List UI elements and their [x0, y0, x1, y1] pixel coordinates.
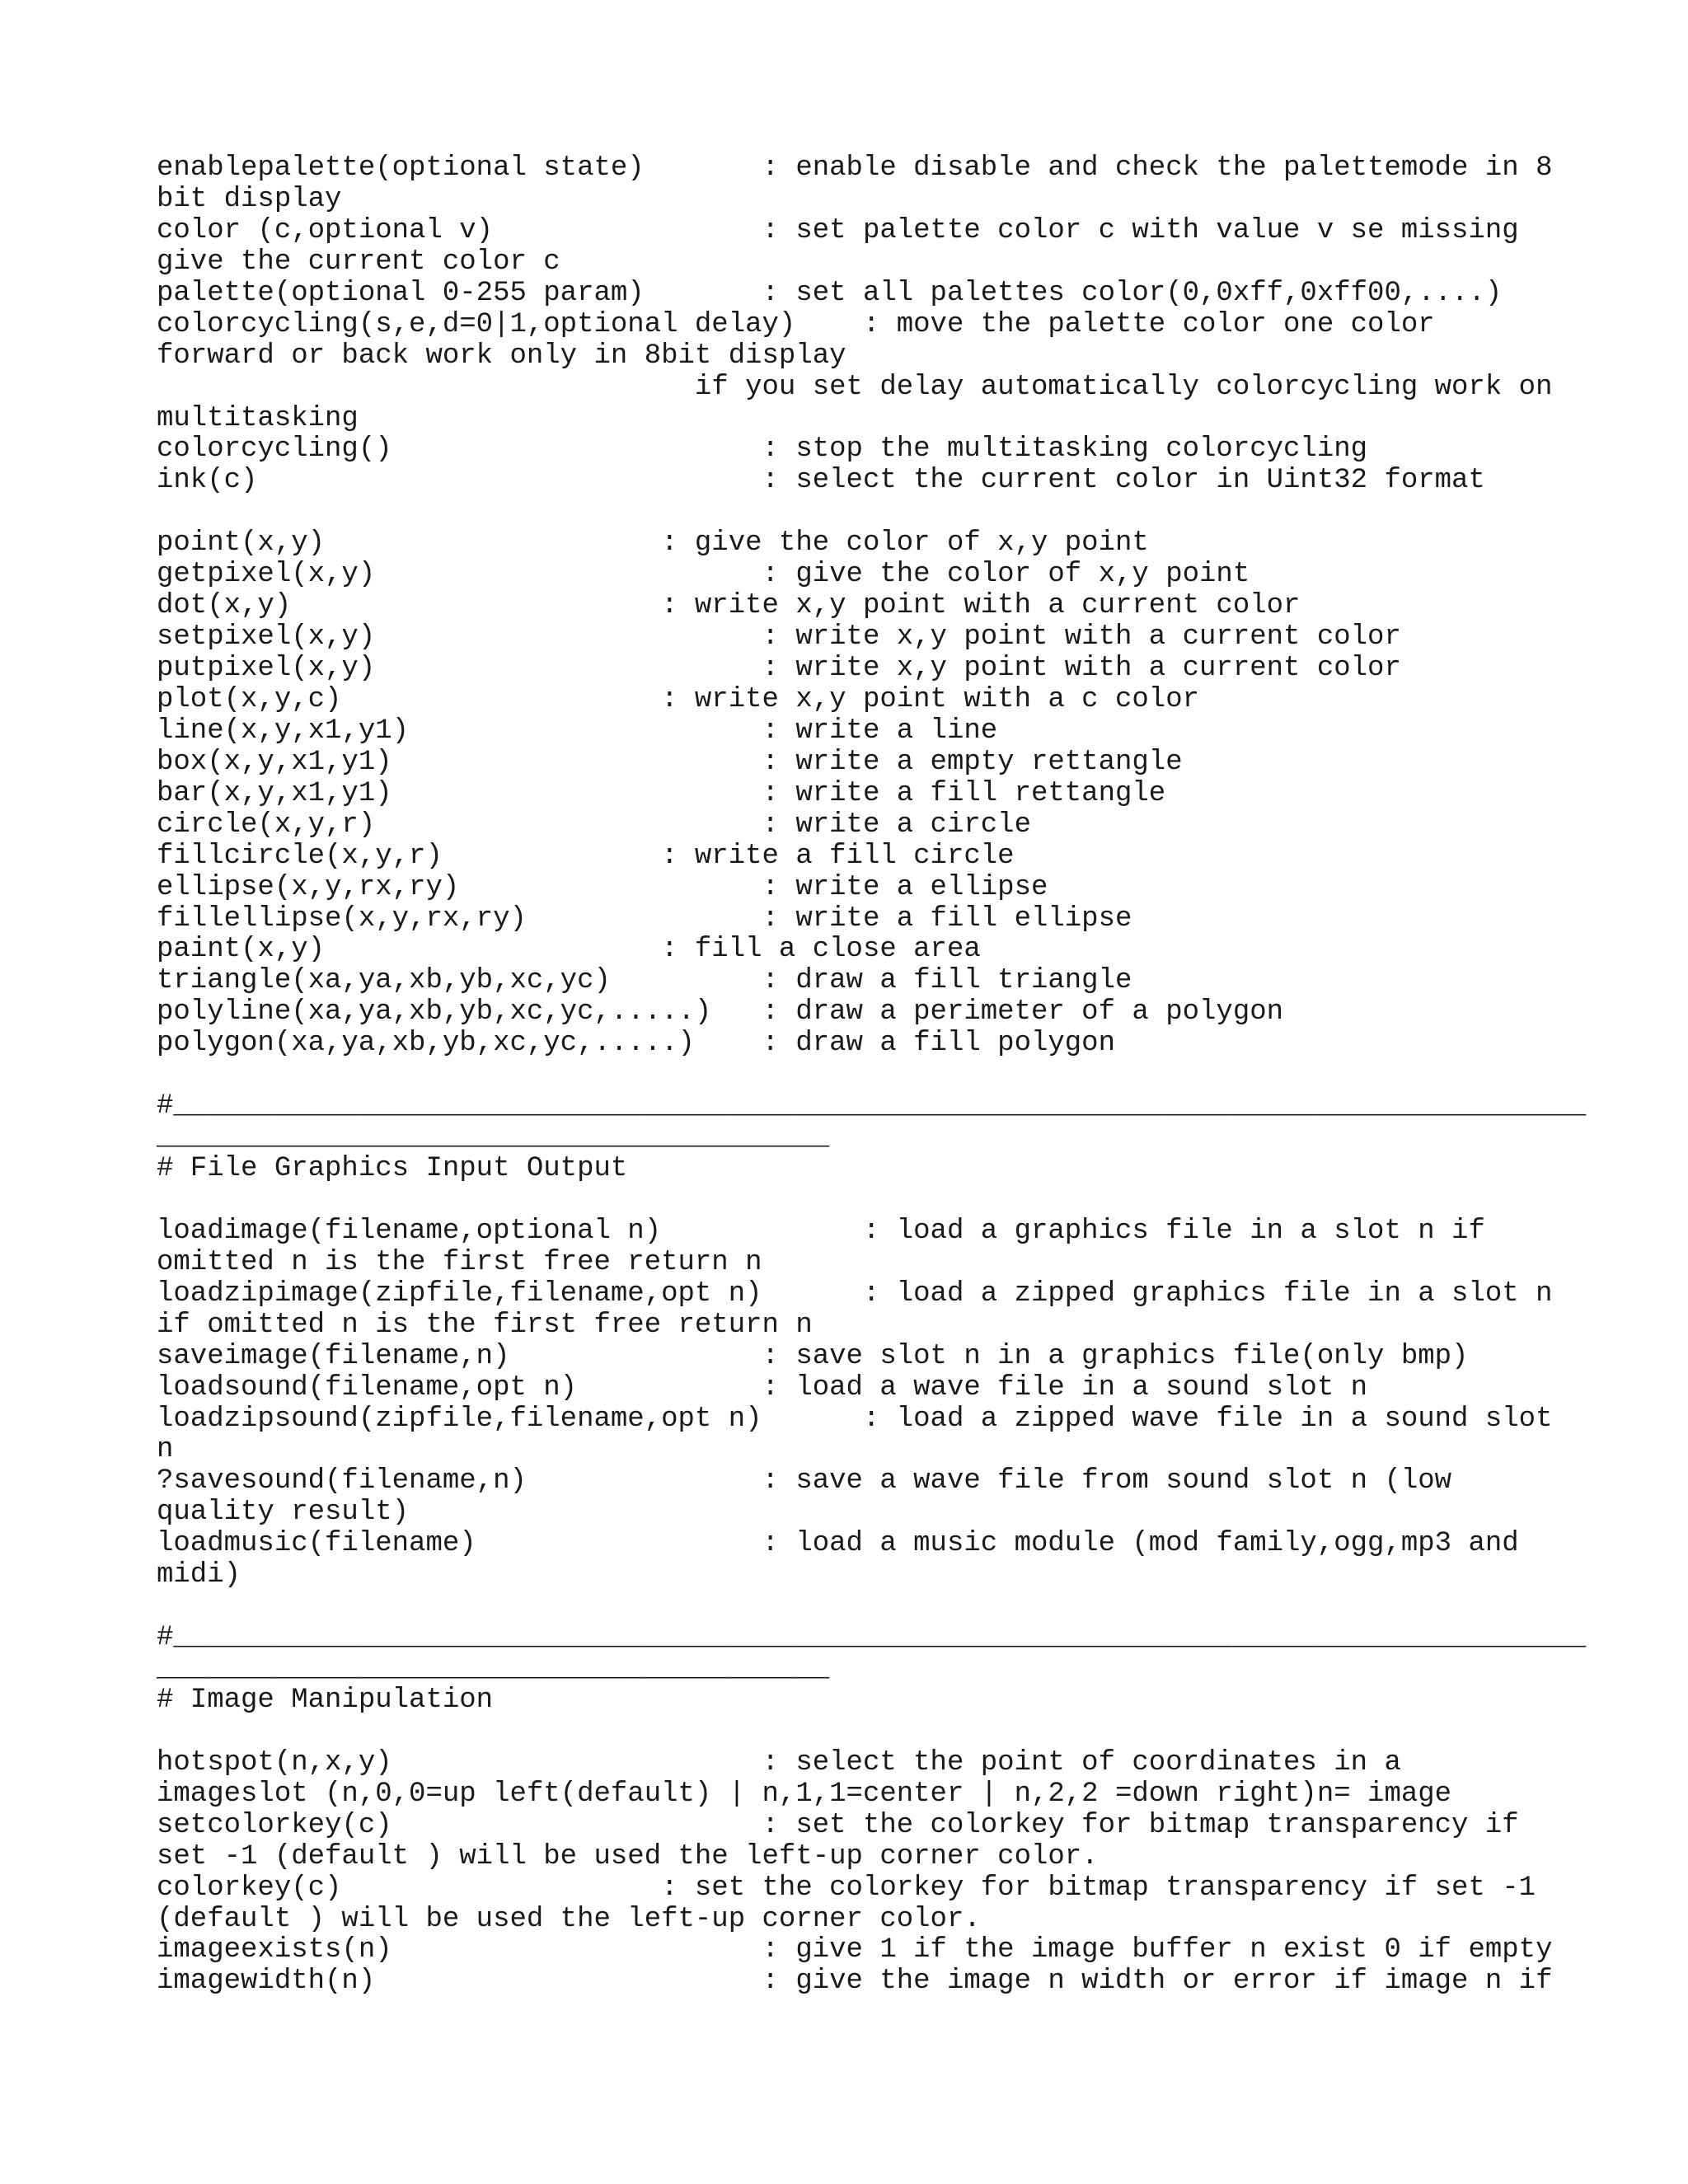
text-line: ink(c) : select the current color in Uint32 format	[157, 465, 1485, 497]
text-line: enablepalette(optional state) : enable disable and check the palettemode in 8	[157, 152, 1553, 184]
text-line: hotspot(n,x,y) : select the point of coordinates in a	[157, 1746, 1401, 1779]
text-line: putpixel(x,y) : write x,y point with a current color	[157, 653, 1401, 684]
text-line: saveimage(filename,n) : save slot n in a graphics file(only bmp)	[157, 1340, 1469, 1372]
text-line: fillcircle(x,y,r) : write a fill circle	[157, 840, 1015, 872]
blank-line	[157, 1185, 1541, 1216]
document-page	[157, 152, 1587, 1998]
blank-line	[157, 1717, 1541, 1748]
blank-line	[157, 497, 1541, 528]
blank-line	[157, 1060, 1541, 1091]
text-line: setcolorkey(c) : set the colorkey for bitmap transparency if	[157, 1809, 1519, 1841]
text-line: colorcycling(s,e,d=0|1,optional delay) : move the palette color one color	[157, 308, 1435, 340]
section-divider: ________________________________________	[157, 1653, 830, 1685]
text-line: (default ) will be used the left-up corner color.	[157, 1903, 981, 1935]
text-line: quality result)	[157, 1497, 410, 1529]
text-line: dot(x,y) : write x,y point with a current color	[157, 590, 1301, 622]
text-line: color (c,optional v) : set palette color c with value v se missing	[157, 214, 1519, 246]
text-line: imageslot (n,0,0=up left(default) | n,1,1=center | n,2,2 =down right)n= image	[157, 1778, 1452, 1810]
text-line: imageexists(n) : give 1 if the image buffer n exist 0 if empty	[157, 1934, 1553, 1966]
text-line: ?savesound(filename,n) : save a wave file from sound slot n (low	[157, 1465, 1452, 1497]
text-line: point(x,y) : give the color of x,y point	[157, 527, 1149, 560]
text-line: circle(x,y,r) : write a circle	[157, 808, 1031, 841]
text-line: n	[157, 1434, 174, 1466]
text-line: forward or back work only in 8bit display	[157, 340, 846, 372]
text-line: if you set delay automatically colorcycling work on	[157, 371, 1553, 403]
text-line: loadzipimage(zipfile,filename,opt n) : load a zipped graphics file in a slot n	[157, 1277, 1553, 1310]
section-divider: ________________________________________	[157, 1122, 830, 1154]
text-line: polyline(xa,ya,xb,yb,xc,yc,.....) : draw a perimeter of a polygon	[157, 996, 1284, 1029]
text-line: colorkey(c) : set the colorkey for bitmap transparency if set -1	[157, 1872, 1536, 1904]
text-line: palette(optional 0-255 param) : set all palettes color(0,0xff,0xff00,....)	[157, 277, 1503, 309]
text-line: multitasking	[157, 402, 359, 434]
text-line: plot(x,y,c) : write x,y point with a c color	[157, 683, 1200, 715]
text-line: bar(x,y,x1,y1) : write a fill rettangle	[157, 777, 1166, 809]
text-line: line(x,y,x1,y1) : write a line	[157, 715, 998, 747]
text-line: midi)	[157, 1559, 241, 1591]
text-line: fillellipse(x,y,rx,ry) : write a fill ellipse	[157, 902, 1132, 935]
text-line: box(x,y,x1,y1) : write a empty rettangle	[157, 746, 1183, 778]
section-heading: # File Graphics Input Output	[157, 1153, 628, 1184]
text-line: loadzipsound(zipfile,filename,opt n) : load a zipped wave file in a sound slot	[157, 1403, 1553, 1435]
text-line: omitted n is the first free return n	[157, 1246, 762, 1278]
text-line: ellipse(x,y,rx,ry) : write a ellipse	[157, 871, 1048, 903]
text-line: if omitted n is the first free return n	[157, 1309, 813, 1341]
text-line: getpixel(x,y) : give the color of x,y point	[157, 559, 1250, 591]
text-line: triangle(xa,ya,xb,yb,xc,yc) : draw a fill triangle	[157, 965, 1132, 997]
blank-line	[157, 1591, 1541, 1623]
text-line: polygon(xa,ya,xb,yb,xc,yc,.....) : draw a fill polygon	[157, 1028, 1115, 1060]
section-divider: #____________________________________________________________________________________	[157, 1090, 1587, 1122]
section-divider: #____________________________________________________________________________________	[157, 1622, 1587, 1654]
text-line: setpixel(x,y) : write x,y point with a current color	[157, 621, 1401, 654]
text-line: loadimage(filename,optional n) : load a graphics file in a slot n if	[157, 1215, 1485, 1247]
text-line: imagewidth(n) : give the image n width or error if image n if	[157, 1966, 1553, 1998]
section-heading: # Image Manipulation	[157, 1684, 494, 1716]
text-line: bit display	[157, 183, 342, 215]
text-line: loadsound(filename,opt n) : load a wave file in a sound slot n	[157, 1371, 1368, 1404]
text-line: colorcycling() : stop the multitasking colorcycling	[157, 434, 1368, 466]
text-line: give the current color c	[157, 246, 560, 278]
text-line: paint(x,y) : fill a close area	[157, 934, 981, 966]
text-line: loadmusic(filename) : load a music module (mod family,ogg,mp3 and	[157, 1528, 1519, 1560]
text-line: set -1 (default ) will be used the left-up corner color.	[157, 1840, 1099, 1872]
